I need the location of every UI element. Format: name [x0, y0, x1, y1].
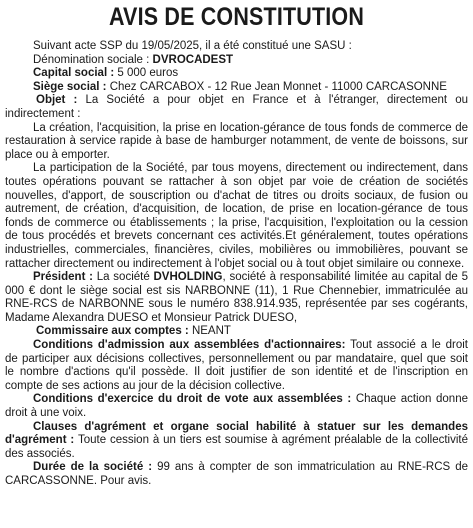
vote-label: Conditions d'exercice du droit de vote aux assemblées :: [33, 393, 352, 406]
admission-paragraph: [5, 339, 468, 393]
capital-line: [5, 67, 468, 81]
commissaire-label: Commissaire aux comptes :: [36, 325, 192, 338]
admission-label: Conditions d'admission aux assemblées d'actionnaires:: [33, 339, 346, 352]
duree-text: 99 ans à compter de son immatriculation au RNE-RCS de CARCASSONNE. Pour avis.: [5, 461, 468, 487]
denomination-line: [5, 54, 468, 68]
siege-label: Siège social :: [33, 80, 110, 93]
agrement-paragraph: [5, 421, 468, 462]
capital-value: 5 000 euros: [117, 67, 179, 80]
agrement-text: Toute cession à un tiers est soumise à agrément préalable de la collectivité des associés.: [5, 434, 468, 460]
siege-line: [5, 81, 468, 95]
president-text-before: La société: [96, 271, 154, 284]
notice-title: AVIS DE CONSTITUTION: [108, 3, 365, 31]
president-label: Président :: [33, 271, 97, 284]
denomination-label: Dénomination sociale :: [33, 53, 153, 66]
admission-text: Tout associé a le droit de participer aux décisions collectives, personnellement ou par mandataire, quel que soit le nombre d'actions qu'il possède. Il doit justifier de son identité et de l'inscription en compte de ses actions au jour de la décision collective.: [5, 339, 469, 392]
objet-paragraph-2: La participation de la Société, par tous moyens, directement ou indirectement, dans toutes opérations pouvant se rattacher à son objet par voie de création de sociétés nouvelles, d'apport, de souscription ou d'achat de titres ou droits sociaux, de fusion ou autrement, de création, d'acquisition, de location, de prise en location-gérance de tous fonds de commerce ou établissements ; la prise, l'acquisition, l'exploitation ou la cession de tous procédés et brevets concernant ces activités.Et généralement, toutes opérations industrielles, commerciales, financières, civiles, mobilières ou immobilières, pouvant se rattacher directement ou indirectement à l'objet social ou à tout objet similaire ou connexe.: [5, 162, 468, 270]
objet-paragraph-1: La création, l'acquisition, la prise en location-gérance de tous fonds de commerce de restauration à service rapide à base de hamburger notamment, de vente de boissons, sur place ou à emporter.: [5, 121, 468, 161]
president-paragraph: [5, 271, 468, 325]
commissaire-line: [5, 325, 468, 339]
siege-value: Chez CARCABOX - 12 Rue Jean Monnet - 11000 CARCASONNE: [109, 80, 447, 93]
objet-text: La Société a pour objet en France et à l'étranger, directement ou indirectement :: [5, 94, 468, 120]
duree-label: Durée de la société :: [33, 461, 153, 474]
commissaire-value: NEANT: [191, 325, 231, 338]
agrement-label: Clauses d'agrément et organe social habilité à statuer sur les demandes d'agrément :: [5, 420, 468, 447]
capital-label: Capital social :: [33, 67, 118, 80]
intro-line: Suivant acte SSP du 19/05/2025, il a été constitué une SASU :: [33, 40, 352, 52]
vote-paragraph: [5, 393, 468, 420]
denomination-value: DVROCADEST: [152, 53, 234, 66]
duree-paragraph: [5, 461, 468, 488]
president-company: DVHOLDING: [153, 271, 223, 284]
vote-text: Chaque action donne droit à une voix.: [5, 393, 468, 420]
objet-label: Objet :: [36, 94, 86, 107]
objet-paragraph: [5, 94, 468, 121]
president-text-after: , société à responsabilité limitée au capital de 5 000 € dont le siège social est sis NARBONNE (11), 1 Rue Chennebier, immatriculée au RNE-RCS de NARBONNE sous le numéro 838.914.935, représentée par ses cogérants, Madame Alexandra DUESO et Monsieur Patrick DUESO,: [5, 271, 468, 324]
